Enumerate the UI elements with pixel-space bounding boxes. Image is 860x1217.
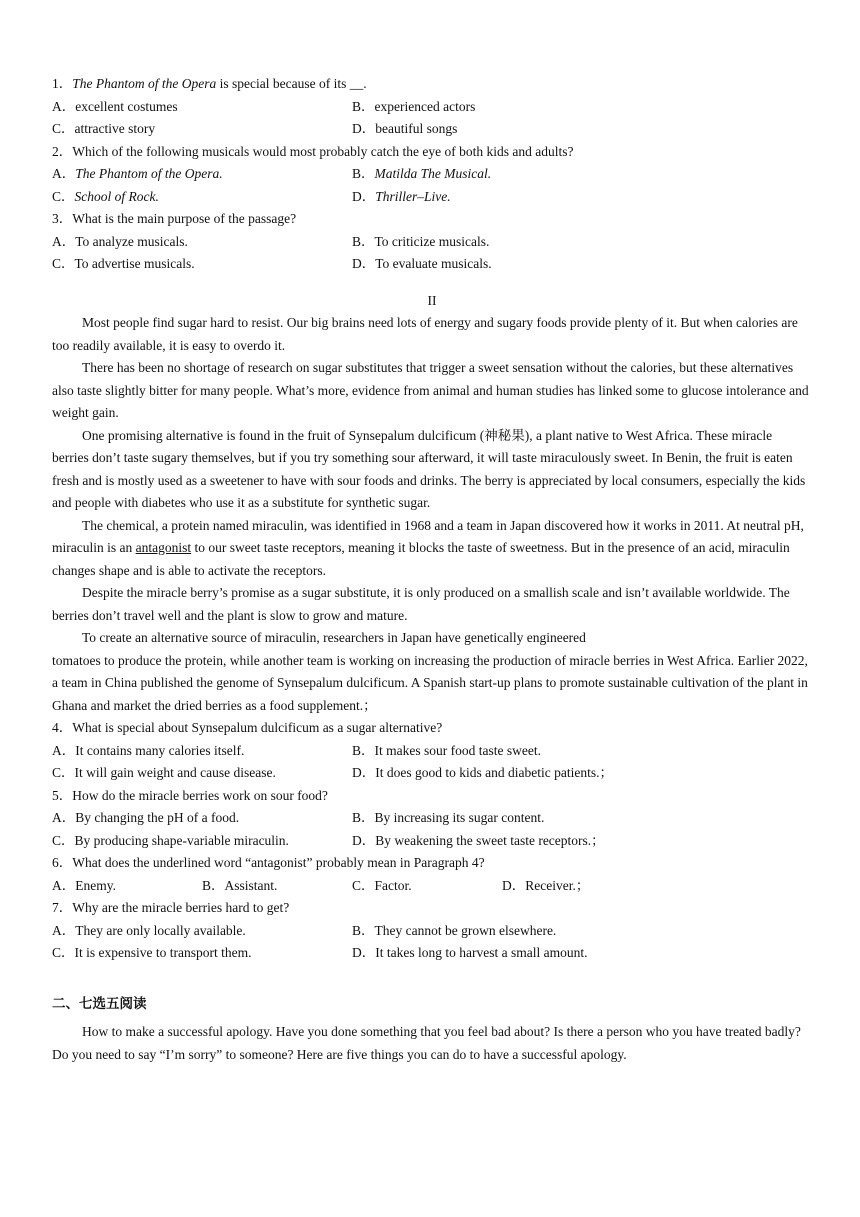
question-number: 3． — [52, 211, 73, 226]
option-row — [52, 830, 812, 853]
question-number: 4． — [52, 720, 73, 735]
question-stem: is special because of its __. — [216, 76, 367, 91]
paragraph-5: Despite the miracle berry’s promise as a sugar substitute, it is only produced on a smallish scale and isn’t available worldwide. The berries don’t travel well and the plant is slow to grow and mature. — [52, 585, 790, 623]
section-heading: 二、七选五阅读 — [52, 995, 147, 1012]
option-b: B．Matilda The Musical. — [352, 166, 492, 181]
option-c: C．It will gain weight and cause disease. — [52, 765, 276, 780]
question-stem: What is the main purpose of the passage? — [72, 211, 297, 226]
option-row — [52, 118, 812, 141]
option-b: B．Assistant. — [202, 877, 278, 893]
question-2 — [52, 141, 812, 164]
paragraph-3: One promising alternative is found in the fruit of Synsepalum dulcificum (神秘果), a plant native to West Africa. These miracle berries don’t taste sugary themselves, but if you try something sour afterward, it will taste miraculously sweet. In Benin, the fruit is eaten fresh and is mostly used as a sweetener to have with sour foods and drinks. The berry is appreciated by local consumers, especially the kids and people with diabetes who use it as a substitute for synthetic sugar. — [52, 427, 806, 510]
intro-paragraph: How to make a successful apology. Have you done something that you feel bad about? Is there a person who you have treated badly? Do you need to say “I’m sorry” to someone? Here are five things you can do to have a successful apology. — [52, 1024, 801, 1062]
option-a: A．excellent costumes — [52, 98, 178, 114]
passage-heading: II — [427, 292, 437, 308]
question-3 — [52, 208, 812, 231]
question-stem: What is special about Synsepalum dulcificum as a sugar alternative? — [72, 720, 443, 735]
option-row — [52, 807, 812, 830]
option-c: C．To advertise musicals. — [52, 256, 195, 271]
underlined-word: antagonist — [135, 540, 192, 555]
option-b: B．experienced actors — [352, 98, 476, 114]
option-d: D．It takes long to harvest a small amount. — [352, 945, 588, 960]
question-stem: How do the miracle berries work on sour food? — [72, 787, 328, 803]
option-a: A．The Phantom of the Opera. — [52, 166, 223, 181]
document-page — [52, 73, 812, 1066]
question-1 — [52, 73, 812, 96]
question-number: 6． — [52, 855, 73, 870]
option-d: D．To evaluate musicals. — [352, 256, 492, 271]
paragraph-4: The chemical, a protein named miraculin, was identified in 1968 and a team in Japan discovered how it works in 2011. At neutral pH, miraculin is an antagonist to our sweet taste receptors, meaning it blocks the taste of sweetness. But in the presence of an acid, miraculin changes shape and is able to activate the receptors. — [52, 517, 804, 578]
option-d: D．Receiver.； — [502, 877, 590, 893]
option-row — [52, 740, 812, 763]
option-row — [52, 186, 812, 209]
option-a: A．To analyze musicals. — [52, 233, 188, 249]
question-stem-title: The Phantom of the Opera — [72, 76, 217, 91]
paragraph-6-line-1: To create an alternative source of miraculin, researchers in Japan have genetically engineered — [82, 630, 586, 645]
option-row — [52, 96, 812, 119]
option-c: C．Factor. — [352, 877, 412, 893]
question-number: 5． — [52, 787, 73, 803]
option-row — [52, 875, 812, 898]
option-a: A．It contains many calories itself. — [52, 742, 245, 758]
paragraph-6-rest: tomatoes to produce the protein, while another team is working on increasing the production of miracle berries in West Africa. Earlier 2022, a team in China published the genome of Synsepalum dulcificum. A Spanish start-up plans to promote sustainable cultivation of the plant in Ghana and market the dried berries as a food supplement.； — [52, 652, 808, 713]
option-c: C．School of Rock. — [52, 188, 159, 204]
option-a: A．Enemy. — [52, 877, 116, 893]
option-c: C．attractive story — [52, 121, 156, 136]
option-row — [52, 163, 812, 186]
paragraph-1: Most people find sugar hard to resist. Our big brains need lots of energy and sugary foods provide plenty of it. But when calories are too readily available, it is easy to overdo it. — [52, 315, 798, 353]
option-b: B．To criticize musicals. — [352, 233, 490, 249]
question-stem: Why are the miracle berries hard to get? — [72, 900, 290, 915]
option-row — [52, 942, 812, 965]
option-a: A．They are only locally available. — [52, 922, 246, 938]
option-d: D．beautiful songs — [352, 121, 458, 136]
option-row — [52, 253, 812, 276]
question-6 — [52, 852, 812, 875]
option-a: A．By changing the pH of a food. — [52, 810, 240, 825]
option-row — [52, 762, 812, 785]
option-d: D．It does good to kids and diabetic patients.； — [352, 765, 613, 780]
paragraph-2: There has been no shortage of research on sugar substitutes that trigger a sweet sensation without the calories, but these alternatives also taste slightly bitter for many people. What’s more, evidence from animal and human studies has linked some to glucose intolerance and weight gain. — [52, 360, 809, 420]
option-b: B．They cannot be grown elsewhere. — [352, 922, 557, 938]
option-b: B．By increasing its sugar content. — [352, 810, 545, 825]
question-number: 2． — [52, 143, 73, 159]
option-row — [52, 231, 812, 254]
question-number: 1． — [52, 76, 73, 91]
option-c: C．It is expensive to transport them. — [52, 945, 252, 960]
option-d: D．Thriller–Live. — [352, 188, 451, 204]
option-d: D．By weakening the sweet taste receptors.； — [352, 832, 605, 848]
option-row — [52, 920, 812, 943]
question-number: 7． — [52, 900, 73, 915]
question-4 — [52, 717, 812, 740]
question-stem: What does the underlined word “antagonist” probably mean in Paragraph 4? — [72, 855, 485, 870]
question-7 — [52, 897, 812, 920]
option-b: B．It makes sour food taste sweet. — [352, 742, 541, 758]
question-stem: Which of the following musicals would most probably catch the eye of both kids and adults? — [72, 143, 574, 159]
option-c: C．By producing shape-variable miraculin. — [52, 832, 289, 848]
question-5 — [52, 785, 812, 808]
